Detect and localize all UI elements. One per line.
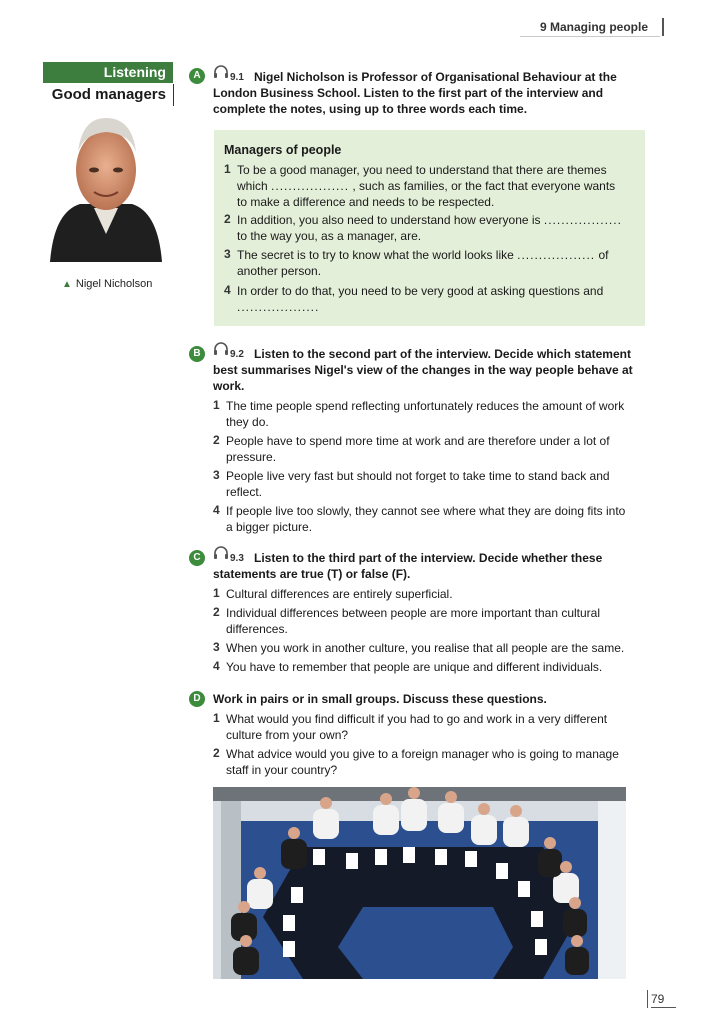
answer-blank[interactable]: .................. <box>517 248 596 262</box>
item-number: 2 <box>213 746 220 760</box>
answer-blank[interactable]: .................. <box>237 300 316 314</box>
answer-blank[interactable]: .................. <box>271 179 350 193</box>
exercise-b-badge: B <box>189 346 205 362</box>
exercise-a-instruction: London Business School. Listen to the first part of the interview and <box>213 86 604 100</box>
statement-line: differences. <box>226 622 288 636</box>
note-line: which .................. , such as families, or the fact that everyone wants <box>237 179 616 193</box>
option-line: they do. <box>226 415 269 429</box>
section-title: Good managers <box>51 86 166 103</box>
exercise-c-badge: C <box>189 550 205 566</box>
triangle-icon: ▲ <box>62 279 72 290</box>
exercise-d-badge: D <box>189 691 205 707</box>
question-line: What advice would you give to a foreign manager who is going to manage <box>226 747 619 761</box>
answer-blank[interactable]: .................. <box>543 213 622 227</box>
option-line: pressure. <box>226 450 277 464</box>
item-number: 2 <box>224 212 231 226</box>
question-line: culture from your own? <box>226 728 349 742</box>
meeting-photo <box>213 787 626 979</box>
item-number: 4 <box>213 503 220 517</box>
item-number: 1 <box>224 162 231 176</box>
item-number: 2 <box>213 605 220 619</box>
option-line: If people live too slowly, they cannot see where what they are doing fits into <box>226 504 626 518</box>
page-number-rule <box>651 1007 676 1008</box>
exercise-a-instruction: complete the notes, using up to three words each time. <box>213 102 528 116</box>
item-number: 4 <box>213 659 220 673</box>
track-number: 9.3 <box>230 553 244 564</box>
exercise-b-instruction: work. <box>213 379 245 393</box>
item-number: 1 <box>213 711 220 725</box>
exercise-c-instruction: statements are true (T) or false (F). <box>213 567 411 581</box>
item-number: 2 <box>213 433 220 447</box>
note-line: to make a difference and needs to be respected. <box>237 195 495 209</box>
exercise-b-instruction: Listen to the second part of the interview. Decide which statement <box>254 347 631 361</box>
statement-line: When you work in another culture, you realise that all people are the same. <box>226 641 625 655</box>
option-line: reflect. <box>226 485 263 499</box>
section-label: Listening <box>43 62 170 83</box>
item-number: 1 <box>213 398 220 412</box>
statement-line: You have to remember that people are unique and different individuals. <box>226 660 603 674</box>
section-title-bar <box>173 84 174 106</box>
item-number: 3 <box>213 640 220 654</box>
header-divider <box>662 18 664 36</box>
note-line: To be a good manager, you need to understand that there are themes <box>237 163 607 177</box>
header-rule <box>520 36 660 37</box>
portrait-caption: ▲ Nigel Nicholson <box>62 278 153 290</box>
question-line: What would you find difficult if you had to go and work in a very different <box>226 712 608 726</box>
statement-line: Cultural differences are entirely superficial. <box>226 587 453 601</box>
option-line: People live very fast but should not forget to take time to stand back and <box>226 469 610 483</box>
item-number: 4 <box>224 283 231 297</box>
item-number: 3 <box>213 468 220 482</box>
note-line: In addition, you also need to understand how everyone is .................. <box>237 213 622 227</box>
option-line: People have to spend more time at work and are therefore under a lot of <box>226 434 610 448</box>
page-number: 79 <box>651 992 665 1006</box>
exercise-c-instruction: Listen to the third part of the interview. Decide whether these <box>254 551 603 565</box>
page-number-divider <box>647 990 648 1008</box>
section-label-bar <box>170 62 173 83</box>
note-line: In order to do that, you need to be very good at asking questions and <box>237 284 604 298</box>
option-line: a bigger picture. <box>226 520 313 534</box>
track-number: 9.2 <box>230 349 244 360</box>
headphones-icon <box>213 64 229 80</box>
exercise-a-instruction: Nigel Nicholson is Professor of Organisational Behaviour at the <box>254 70 617 84</box>
exercise-a-badge: A <box>189 68 205 84</box>
headphones-icon <box>213 341 229 357</box>
item-number: 1 <box>213 586 220 600</box>
exercise-d-instruction: Work in pairs or in small groups. Discuss these questions. <box>213 692 547 706</box>
running-header: 9 Managing people <box>540 20 649 34</box>
option-line: The time people spend reflecting unfortunately reduces the amount of work <box>226 399 625 413</box>
note-line: ................... <box>237 300 319 314</box>
track-number: 9.1 <box>230 72 244 83</box>
portrait-photo <box>50 112 162 270</box>
note-line: to the way you, as a manager, are. <box>237 229 422 243</box>
notes-title: Managers of people <box>224 143 342 157</box>
statement-line: Individual differences between people are more important than cultural <box>226 606 601 620</box>
item-number: 3 <box>224 247 231 261</box>
note-line: another person. <box>237 264 322 278</box>
headphones-icon <box>213 545 229 561</box>
question-line: staff in your country? <box>226 763 338 777</box>
exercise-b-instruction: best summarises Nigel's view of the changes in the way people behave at <box>213 363 633 377</box>
note-line: The secret is to try to know what the world looks like .................. of <box>237 248 609 262</box>
